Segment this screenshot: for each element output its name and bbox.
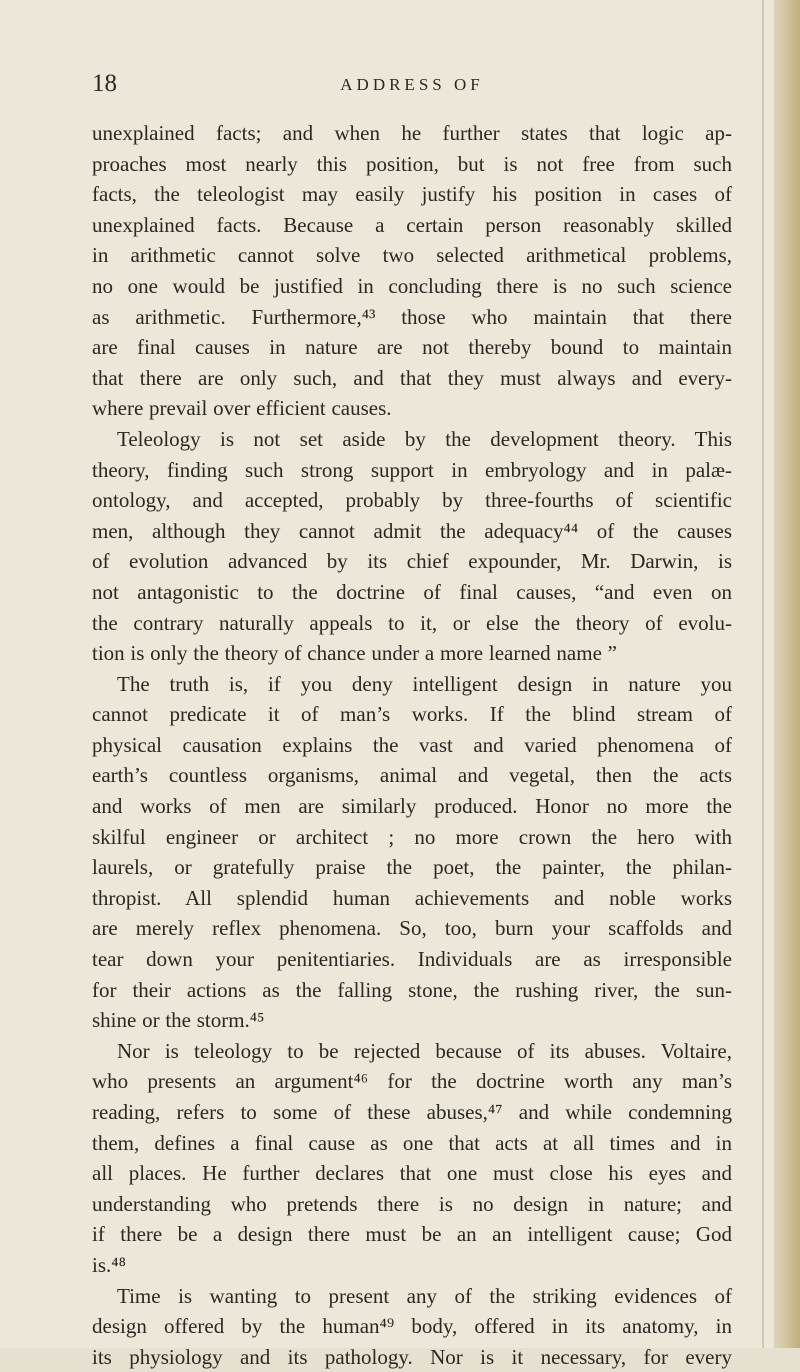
page-gutter-shadow [762, 0, 764, 1348]
text-line: physical causation explains the vast and varied phenomena of [92, 732, 732, 757]
text-line: skilful engineer or architect ; no more crown the hero with [92, 824, 732, 849]
text-line: in arithmetic cannot solve two selected arithmetical problems, [92, 243, 732, 268]
text-line: not antagonistic to the doctrine of final causes, “and even on [92, 579, 732, 604]
text-line: that there are only such, and that they must always and every- [92, 365, 732, 390]
text-line: Nor is teleology to be rejected because of its abuses. Voltaire, [117, 1038, 732, 1063]
text-line: Time is wanting to present any of the striking evidences of [117, 1283, 732, 1308]
text-line: cannot predicate it of man’s works. If the blind stream of [92, 702, 732, 727]
running-head: ADDRESS OF [340, 75, 484, 94]
text-line: unexplained facts. Because a certain person reasonably skilled [92, 212, 732, 237]
text-line: understanding who pretends there is no design in nature; and [92, 1191, 732, 1216]
text-line: no one would be justified in concluding there is no such science [92, 273, 732, 298]
text-line: all places. He further declares that one must close his eyes and [92, 1161, 732, 1186]
text-line: proaches most nearly this position, but is not free from such [92, 151, 732, 176]
text-line: as arithmetic. Furthermore,⁴³ those who maintain that there [92, 304, 732, 329]
text-line: laurels, or gratefully praise the poet, the painter, the philan- [92, 855, 732, 880]
text-line: The truth is, if you deny intelligent design in nature you [117, 671, 732, 696]
text-line: who presents an argument⁴⁶ for the doctrine worth any man’s [92, 1069, 732, 1094]
text-line: the contrary naturally appeals to it, or else the theory of evolu- [92, 610, 732, 635]
page-number: 18 [92, 70, 117, 97]
text-line: reading, refers to some of these abuses,⁴⁷ and while condemning [92, 1100, 732, 1124]
body-text [92, 118, 732, 1372]
text-line: where prevail over efficient causes. [92, 396, 392, 421]
text-line: its physiology and its pathology. Nor is it necessary, for every [92, 1344, 732, 1369]
text-line: Teleology is not set aside by the development theory. This [117, 426, 732, 451]
text-line: if there be a design there must be an an intelligent cause; God [92, 1222, 732, 1247]
text-line: of evolution advanced by its chief expounder, Mr. Darwin, is [92, 549, 732, 574]
text-line: tion is only the theory of chance under a more learned name ” [92, 641, 617, 666]
text-line: ontology, and accepted, probably by three-fourths of scientific [92, 488, 732, 513]
page-edge [774, 0, 800, 1348]
text-line: them, defines a final cause as one that acts at all times and in [92, 1130, 732, 1155]
text-line: earth’s countless organisms, animal and vegetal, then the acts [92, 763, 732, 788]
text-line: tear down your penitentiaries. Individuals are as irresponsible [92, 947, 732, 972]
text-line: and works of men are similarly produced. Honor no more the [92, 794, 732, 819]
text-line: men, although they cannot admit the adequacy⁴⁴ of the causes [92, 518, 732, 543]
text-line: are merely reflex phenomena. So, too, burn your scaffolds and [92, 916, 732, 941]
text-line: shine or the storm.⁴⁵ [92, 1008, 265, 1033]
text-line: theory, finding such strong support in embryology and in palæ- [92, 457, 732, 482]
text-line: facts, the teleologist may easily justify his position in cases of [92, 182, 732, 207]
text-line: unexplained facts; and when he further states that logic ap- [92, 121, 732, 145]
text-line: thropist. All splendid human achievements and noble works [92, 885, 732, 910]
text-line: design offered by the human⁴⁹ body, offered in its anatomy, in [92, 1314, 732, 1339]
text-line: for their actions as the falling stone, the rushing river, the sun- [92, 977, 732, 1002]
page-header [92, 70, 732, 110]
text-line: is.⁴⁸ [92, 1252, 126, 1277]
text-line: are final causes in nature are not thereby bound to maintain [92, 335, 732, 360]
